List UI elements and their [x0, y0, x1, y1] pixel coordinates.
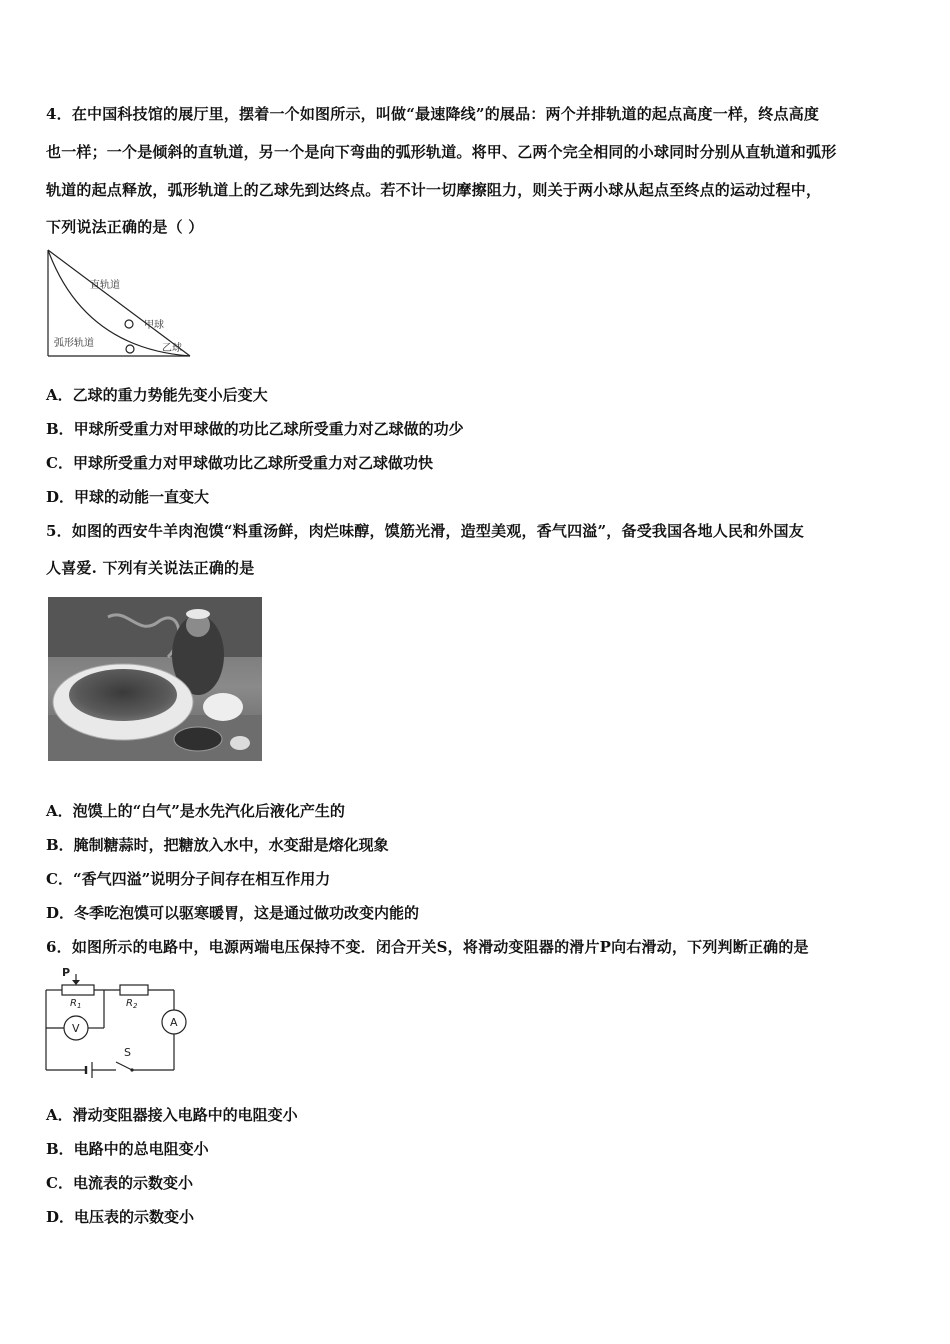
r2-label	[126, 998, 138, 1010]
q5-stem-line-1: 5．如图的西安牛羊肉泡馍“料重汤鲜，肉烂味醇，馍筋光滑，造型美观，香气四溢”，备受我国各地人民和外国友	[46, 522, 804, 540]
q4-stem-line-1: 4．在中国科技馆的展厅里，摆着一个如图所示，叫做“最速降线”的展品：两个并排轨道的起点高度一样，终点高度	[46, 105, 820, 123]
r1-label	[70, 998, 81, 1010]
q4-option-c: C．甲球所受重力对甲球做功比乙球所受重力对乙球做功快	[46, 454, 433, 472]
r1-letter: R	[70, 998, 77, 1009]
photo-soup	[69, 669, 177, 721]
slider-p-label: P	[62, 966, 71, 979]
q5-option-a: A．泡馍上的“白气”是水先汽化后液化产生的	[46, 802, 345, 820]
switch-label: S	[124, 1046, 131, 1059]
ball-jia-label: 甲球	[144, 320, 164, 331]
q6-option-a: A．滑动变阻器接入电路中的电阻变小	[46, 1106, 298, 1124]
r2-subscript: 2	[132, 1002, 138, 1010]
r1-subscript: 1	[76, 1002, 82, 1010]
photo-wall	[48, 597, 262, 657]
q4-stem-line-4: 下列说法正确的是（ ）	[46, 218, 204, 236]
q5-stem-line-2: 人喜爱. 下列有关说法正确的是	[46, 559, 255, 577]
q5-option-c: C．“香气四溢”说明分子间存在相互作用力	[46, 870, 331, 888]
q4-stem-line-3: 轨道的起点释放，弧形轨道上的乙球先到达终点。若不计一切摩擦阻力，则关于两小球从起点至终点的运动过程中，	[46, 181, 822, 199]
q6-stem-line-1: 6．如图所示的电路中，电源两端电压保持不变．闭合开关S，将滑动变阻器的滑片P向右滑动，下列判断正确的是	[46, 938, 809, 956]
resistor-r1	[62, 985, 94, 995]
q6-circuit-diagram	[40, 964, 190, 1082]
resistor-r2	[120, 985, 148, 995]
photo-person-cap	[186, 609, 210, 619]
q6-option-b: B．电路中的总电阻变小	[46, 1140, 209, 1158]
q6-option-c: C．电流表的示数变小	[46, 1174, 193, 1192]
ball-yi-label: 乙球	[162, 343, 182, 354]
q4-stem-line-2: 也一样；一个是倾斜的直轨道，另一个是向下弯曲的弧形轨道。将甲、乙两个完全相同的小球同时分别从直轨道和弧形	[46, 143, 837, 161]
q4-option-b: B．甲球所受重力对甲球做的功比乙球所受重力对乙球做的功少	[46, 420, 464, 438]
q5-option-b: B．腌制糖蒜时，把糖放入水中，水变甜是熔化现象	[46, 836, 389, 854]
ball-yi	[126, 345, 134, 353]
q5-option-d: D．冬季吃泡馍可以驱寒暖胃，这是通过做功改变内能的	[46, 904, 420, 922]
photo-garlic	[230, 736, 250, 750]
switch-blade	[116, 1062, 132, 1070]
ammeter-label: A	[170, 1016, 178, 1029]
ball-jia	[125, 320, 133, 328]
q4-option-a: A．乙球的重力势能先变小后变大	[46, 386, 268, 404]
paomo-photo	[48, 597, 262, 761]
q4-track-diagram	[44, 248, 194, 360]
r2-letter: R	[126, 998, 133, 1009]
straight-track-label: 直轨道	[90, 280, 120, 291]
voltmeter-label: V	[72, 1022, 80, 1035]
slider-p-arrow	[72, 980, 80, 985]
photo-bun	[203, 693, 243, 721]
arc-track-label: 弧形轨道	[54, 338, 94, 349]
q4-option-d: D．甲球的动能一直变大	[46, 488, 210, 506]
switch-contact	[130, 1068, 133, 1071]
q6-option-d: D．电压表的示数变小	[46, 1208, 195, 1226]
photo-sauce-dish	[174, 727, 222, 751]
